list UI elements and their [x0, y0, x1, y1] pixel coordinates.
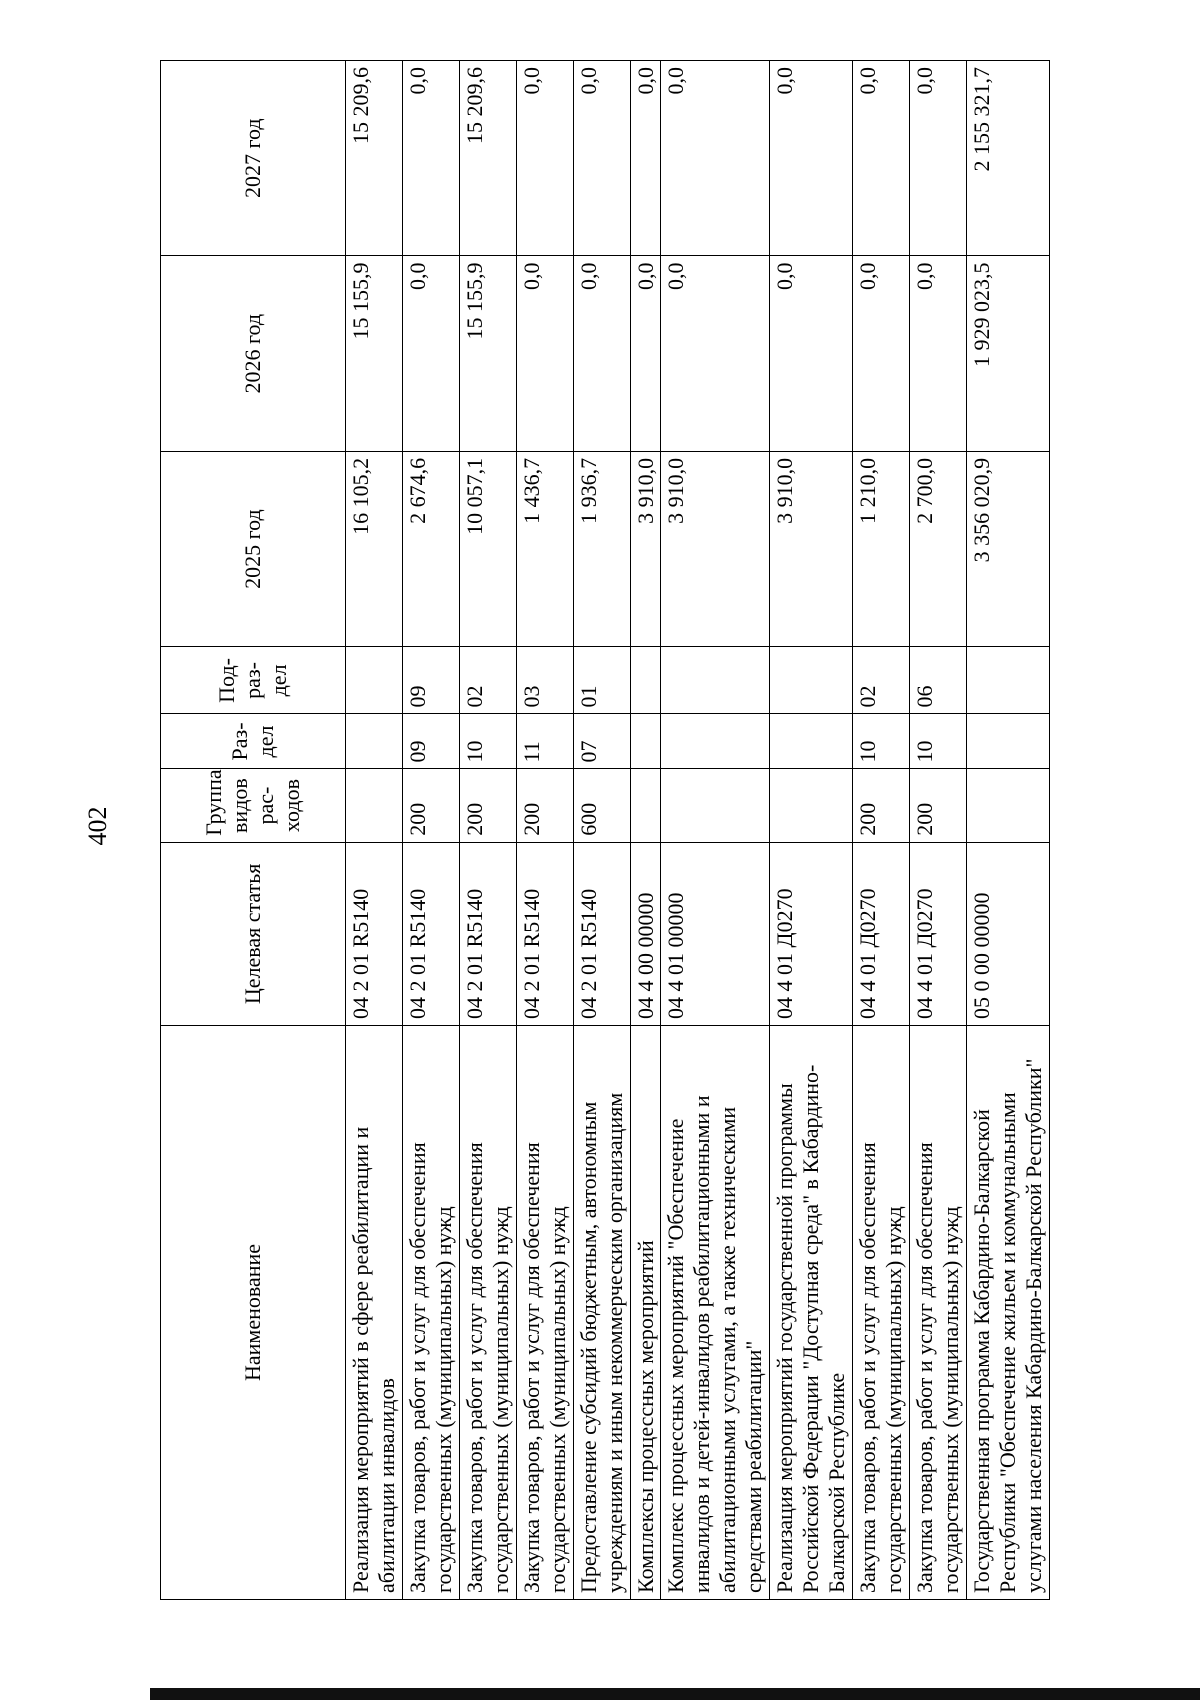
cell-2025: 1 210,0 [853, 451, 910, 646]
cell-group [661, 769, 770, 842]
budget-table-container [160, 60, 1060, 1600]
cell-section [770, 714, 853, 769]
table-row [853, 61, 910, 1600]
cell-2026: 0,0 [661, 256, 770, 451]
table-row [630, 61, 661, 1600]
table-row [402, 61, 459, 1600]
header-2025: 2025 год [161, 451, 346, 646]
cell-group: 200 [402, 769, 459, 842]
cell-name: Закупка товаров, работ и услуг для обеспечения государственных (муниципальных) нужд [516, 1025, 573, 1599]
header-target: Целевая статья [161, 842, 346, 1025]
cell-target: 04 2 01 R5140 [346, 842, 403, 1025]
cell-section [661, 714, 770, 769]
cell-target: 04 2 01 R5140 [459, 842, 516, 1025]
cell-2025: 3 910,0 [770, 451, 853, 646]
cell-group [770, 769, 853, 842]
header-section: Раз-дел [161, 714, 346, 769]
cell-2027: 0,0 [402, 61, 459, 256]
cell-2027: 0,0 [770, 61, 853, 256]
cell-target: 04 4 01 00000 [661, 842, 770, 1025]
cell-group [630, 769, 661, 842]
cell-target: 04 2 01 R5140 [573, 842, 630, 1025]
cell-subsection: 06 [910, 647, 967, 714]
cell-2027: 0,0 [573, 61, 630, 256]
cell-subsection: 02 [459, 647, 516, 714]
cell-subsection: 03 [516, 647, 573, 714]
cell-2027: 0,0 [516, 61, 573, 256]
cell-group [966, 769, 1049, 842]
table-row [661, 61, 770, 1600]
cell-name: Реализация мероприятий в сфере реабилитации и абилитации инвалидов [346, 1025, 403, 1599]
header-2026: 2026 год [161, 256, 346, 451]
table-row [459, 61, 516, 1600]
cell-2026: 0,0 [853, 256, 910, 451]
cell-group: 600 [573, 769, 630, 842]
cell-2027: 0,0 [910, 61, 967, 256]
cell-2026: 1 929 023,5 [966, 256, 1049, 451]
cell-group: 200 [459, 769, 516, 842]
cell-group: 200 [516, 769, 573, 842]
cell-group: 200 [853, 769, 910, 842]
cell-target: 04 2 01 R5140 [402, 842, 459, 1025]
cell-2026: 0,0 [516, 256, 573, 451]
cell-section [346, 714, 403, 769]
cell-name: Комплекс процессных мероприятий "Обеспечение инвалидов и детей-инвалидов реабилитационными и абилитационными услугами, а также техническими средствами реабилитации" [661, 1025, 770, 1599]
header-name: Наименование [161, 1025, 346, 1599]
table-row [770, 61, 853, 1600]
cell-2025: 3 356 020,9 [966, 451, 1049, 646]
budget-table [160, 60, 1050, 1600]
cell-subsection: 02 [853, 647, 910, 714]
cell-section: 10 [910, 714, 967, 769]
cell-2027: 0,0 [853, 61, 910, 256]
cell-name: Закупка товаров, работ и услуг для обеспечения государственных (муниципальных) нужд [402, 1025, 459, 1599]
cell-2025: 1 436,7 [516, 451, 573, 646]
scan-edge [150, 1688, 1200, 1700]
cell-section: 07 [573, 714, 630, 769]
table-body [346, 61, 1050, 1600]
cell-group [346, 769, 403, 842]
cell-2025: 3 910,0 [661, 451, 770, 646]
cell-subsection: 09 [402, 647, 459, 714]
cell-2027: 15 209,6 [346, 61, 403, 256]
table-row [966, 61, 1049, 1600]
cell-2026: 0,0 [573, 256, 630, 451]
cell-subsection [661, 647, 770, 714]
budget-table-rotated [160, 60, 1060, 1600]
table-row [516, 61, 573, 1600]
cell-target: 04 2 01 R5140 [516, 842, 573, 1025]
cell-name: Закупка товаров, работ и услуг для обеспечения государственных (муниципальных) нужд [910, 1025, 967, 1599]
page-margin [0, 0, 6, 1707]
cell-2025: 2 700,0 [910, 451, 967, 646]
cell-group: 200 [910, 769, 967, 842]
cell-2025: 1 936,7 [573, 451, 630, 646]
cell-2025: 10 057,1 [459, 451, 516, 646]
cell-section [966, 714, 1049, 769]
cell-2027: 0,0 [630, 61, 661, 256]
cell-name: Государственная программа Кабардино-Балкарской Республики "Обеспечение жильем и коммунальными услугами населения Кабардино-Балкарской Республики" [966, 1025, 1049, 1599]
cell-subsection [630, 647, 661, 714]
cell-target: 04 4 01 Д0270 [853, 842, 910, 1025]
page-number: 402 [83, 806, 112, 846]
table-row [910, 61, 967, 1600]
cell-target: 04 4 00 00000 [630, 842, 661, 1025]
cell-2026: 0,0 [402, 256, 459, 451]
table-row [346, 61, 403, 1600]
cell-2027: 2 155 321,7 [966, 61, 1049, 256]
cell-section [630, 714, 661, 769]
cell-section: 10 [459, 714, 516, 769]
cell-2026: 15 155,9 [346, 256, 403, 451]
header-subsection: Под-раз-дел [161, 647, 346, 714]
cell-subsection: 01 [573, 647, 630, 714]
cell-subsection [770, 647, 853, 714]
cell-subsection [966, 647, 1049, 714]
cell-2025: 3 910,0 [630, 451, 661, 646]
cell-subsection [346, 647, 403, 714]
table-row [573, 61, 630, 1600]
cell-name: Закупка товаров, работ и услуг для обеспечения государственных (муниципальных) нужд [459, 1025, 516, 1599]
cell-section: 09 [402, 714, 459, 769]
header-2027: 2027 год [161, 61, 346, 256]
cell-target: 05 0 00 00000 [966, 842, 1049, 1025]
cell-2026: 0,0 [630, 256, 661, 451]
table-header-row [161, 61, 346, 1600]
cell-2026: 15 155,9 [459, 256, 516, 451]
cell-section: 11 [516, 714, 573, 769]
cell-2026: 0,0 [910, 256, 967, 451]
cell-2027: 15 209,6 [459, 61, 516, 256]
cell-name: Комплексы процессных мероприятий [630, 1025, 661, 1599]
cell-2027: 0,0 [661, 61, 770, 256]
cell-2025: 2 674,6 [402, 451, 459, 646]
cell-target: 04 4 01 Д0270 [770, 842, 853, 1025]
cell-name: Предоставление субсидий бюджетным, автономным учреждениям и иным некоммерческим организациям [573, 1025, 630, 1599]
header-group: Группа видов рас-ходов [161, 769, 346, 842]
cell-section: 10 [853, 714, 910, 769]
cell-name: Закупка товаров, работ и услуг для обеспечения государственных (муниципальных) нужд [853, 1025, 910, 1599]
cell-2026: 0,0 [770, 256, 853, 451]
cell-name: Реализация мероприятий государственной программы Российской Федерации "Доступная среда" в Кабардино-Балкарской Республике [770, 1025, 853, 1599]
cell-2025: 16 105,2 [346, 451, 403, 646]
cell-target: 04 4 01 Д0270 [910, 842, 967, 1025]
